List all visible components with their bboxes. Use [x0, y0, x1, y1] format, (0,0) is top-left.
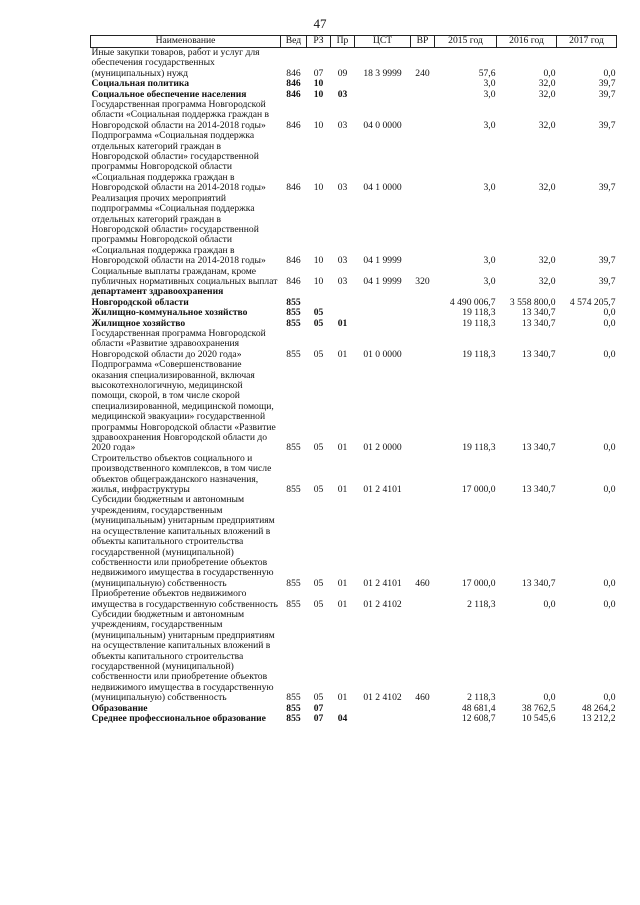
cell-cst — [355, 704, 411, 714]
cell-pr: 01 — [337, 348, 348, 360]
cell-year-2016: 0,0 — [543, 598, 556, 610]
cell-ved: 855 — [286, 484, 301, 496]
table-row — [91, 589, 617, 610]
cell-vr — [411, 360, 435, 454]
cell-pr: 01 — [337, 317, 348, 329]
page-number: 47 — [313, 16, 327, 31]
cell-vr: 460 — [415, 692, 430, 704]
cell-cst: 04 1 9999 — [363, 275, 402, 287]
cell-vr — [411, 90, 435, 100]
cell-ved: 855 — [286, 296, 301, 308]
cell-year-2015: 12 608,7 — [461, 713, 496, 724]
cell-name: Иные закупки товаров, работ и услуг для обеспечения государственных (муниципальных) нужд — [91, 47, 260, 79]
cell-ved: 846 — [286, 88, 301, 100]
cell-rz: 10 — [313, 119, 324, 131]
cell-year-2016: 13 340,7 — [521, 484, 556, 496]
cell-year-2016: 13 340,7 — [521, 442, 556, 454]
cell-pr: 03 — [337, 255, 348, 267]
cell-pr: 04 — [337, 713, 348, 724]
cell-vr — [411, 194, 435, 267]
cell-year-2017: 4 574 205,7 — [569, 296, 616, 308]
cell-year-2017: 0,0 — [603, 67, 616, 79]
header-pr: Пр — [331, 36, 355, 48]
table-row — [91, 267, 617, 288]
cell-rz: 05 — [313, 307, 324, 319]
cell-year-2016: 32,0 — [538, 119, 556, 131]
cell-vr — [411, 714, 435, 724]
cell-rz: 05 — [313, 577, 324, 589]
header-year-2015: 2015 год — [435, 36, 497, 48]
cell-year-2015: 48 681,4 — [461, 702, 496, 714]
cell-cst: 01 2 4102 — [363, 598, 402, 610]
cell-name: Реализация прочих мероприятий подпрограммы «Социальная поддержка отдельных категорий граждан в Новгородской области» государственной программы Новгородской области «Социальная поддержка граждан в Новгородской области на 2014-2018 годы» — [91, 192, 266, 267]
cell-year-2015: 57,6 — [478, 67, 496, 79]
cell-pr: 01 — [337, 442, 348, 454]
cell-year-2016: 32,0 — [538, 88, 556, 100]
header-rz: РЗ — [307, 36, 331, 48]
cell-rz: 10 — [313, 78, 324, 90]
cell-year-2015: 2 118,3 — [467, 692, 496, 704]
cell-cst: 04 1 0000 — [363, 182, 402, 194]
budget-table — [90, 35, 617, 724]
table-row — [91, 360, 617, 454]
cell-rz: 10 — [313, 275, 324, 287]
cell-ved: 855 — [286, 348, 301, 360]
header-cst: ЦСТ — [355, 36, 411, 48]
table-row — [91, 329, 617, 360]
cell-year-2015: 3,0 — [483, 255, 496, 267]
cell-ved: 846 — [286, 182, 301, 194]
cell-year-2016: 32,0 — [538, 275, 556, 287]
cell-pr: 01 — [337, 577, 348, 589]
header-year-2016: 2016 год — [497, 36, 557, 48]
cell-cst — [355, 287, 411, 308]
cell-pr: 03 — [337, 119, 348, 131]
cell-rz: 10 — [313, 255, 324, 267]
cell-year-2017: 39,7 — [598, 255, 616, 267]
cell-rz: 05 — [313, 348, 324, 360]
cell-ved: 855 — [286, 442, 301, 454]
cell-year-2017: 39,7 — [598, 78, 616, 90]
cell-rz: 05 — [313, 484, 324, 496]
cell-year-2015: 19 118,3 — [462, 307, 496, 319]
cell-year-2017: 0,0 — [603, 577, 616, 589]
cell-year-2017: 48 264,2 — [581, 702, 616, 714]
header-ved: Вед — [281, 36, 307, 48]
cell-name: Строительство объектов социального и производственного комплексов, в том числе объектов общегражданского назначения, жилья, инфраструктуры — [91, 452, 272, 496]
cell-rz: 10 — [313, 182, 324, 194]
table-row — [91, 714, 617, 724]
table-row — [91, 131, 617, 193]
cell-pr — [331, 308, 355, 318]
cell-ved: 855 — [286, 317, 301, 329]
cell-year-2016: 13 340,7 — [521, 317, 556, 329]
cell-rz: 07 — [313, 713, 324, 724]
cell-ved: 855 — [286, 598, 301, 610]
cell-cst: 01 2 0000 — [363, 442, 402, 454]
cell-cst: 18 3 9999 — [363, 67, 402, 79]
cell-pr — [331, 287, 355, 308]
cell-year-2017: 0,0 — [603, 598, 616, 610]
table-row — [91, 454, 617, 496]
cell-year-2017: 0,0 — [603, 442, 616, 454]
table-row — [91, 308, 617, 318]
cell-year-2017: 39,7 — [598, 88, 616, 100]
cell-cst — [355, 308, 411, 318]
cell-vr — [411, 329, 435, 360]
cell-cst — [355, 319, 411, 329]
cell-ved: 855 — [286, 713, 301, 724]
cell-cst: 04 0 0000 — [363, 119, 402, 131]
cell-pr: 03 — [337, 88, 348, 100]
cell-name: Подпрограмма «Социальная поддержка отдельных категорий граждан в Новгородской области» государственной программы Новгородской области «Социальная поддержка граждан в Новгородской области на 2014-2018 годы» — [91, 130, 266, 194]
cell-ved: 855 — [286, 692, 301, 704]
table-row — [91, 100, 617, 131]
cell-name: Социальная политика — [91, 78, 190, 90]
cell-ved: 855 — [286, 702, 301, 714]
cell-vr — [411, 287, 435, 308]
cell-vr: 460 — [415, 577, 430, 589]
header-vr: ВР — [411, 36, 435, 48]
cell-rz — [307, 287, 331, 308]
cell-year-2016: 3 558 800,0 — [509, 296, 556, 308]
cell-vr — [411, 79, 435, 89]
cell-name: департамент здравоохранения Новгородской области — [91, 286, 224, 308]
cell-year-2016: 10 545,6 — [521, 713, 556, 724]
table-row — [91, 495, 617, 589]
cell-year-2017: 39,7 — [598, 275, 616, 287]
cell-pr: 01 — [337, 484, 348, 496]
cell-name: Образование — [91, 702, 148, 714]
cell-vr — [411, 131, 435, 193]
cell-year-2016: 13 340,7 — [521, 307, 556, 319]
cell-year-2017: 13 212,2 — [581, 713, 616, 724]
cell-year-2015: 3,0 — [483, 275, 496, 287]
cell-rz: 07 — [313, 702, 324, 714]
cell-cst: 01 2 4102 — [363, 692, 402, 704]
cell-name: Социальные выплаты гражданам, кроме публичных нормативных социальных выплат — [91, 265, 278, 287]
cell-ved: 846 — [286, 255, 301, 267]
cell-year-2015: 3,0 — [483, 78, 496, 90]
cell-name: Субсидии бюджетным и автономным учреждениям, государственным (муниципальным) унитарным предприятиям на осуществление капитальных вложений в объекты капитального строительства государственной (муниципальной) собственности или приобретение объектов недвижимого имущества в государственную (муниципальную) собственность — [91, 494, 275, 589]
cell-rz: 05 — [313, 692, 324, 704]
cell-year-2017: 0,0 — [603, 348, 616, 360]
header-year-2017: 2017 год — [557, 36, 617, 48]
cell-pr: 03 — [337, 182, 348, 194]
cell-vr — [411, 704, 435, 714]
cell-year-2015: 17 000,0 — [461, 484, 496, 496]
cell-year-2016: 32,0 — [538, 78, 556, 90]
cell-name: Жилищное хозяйство — [91, 317, 186, 329]
cell-year-2016: 13 340,7 — [521, 348, 556, 360]
cell-year-2017: 0,0 — [603, 484, 616, 496]
cell-ved: 855 — [286, 307, 301, 319]
table-row — [91, 194, 617, 267]
cell-year-2016: 38 762,5 — [521, 702, 556, 714]
cell-year-2015: 2 118,3 — [467, 598, 496, 610]
cell-vr: 320 — [415, 275, 430, 287]
cell-name: Приобретение объектов недвижимого имущества в государственную собственность — [91, 588, 278, 610]
cell-year-2015: 19 118,3 — [462, 348, 496, 360]
cell-year-2015: 19 118,3 — [462, 317, 496, 329]
cell-vr — [411, 308, 435, 318]
cell-vr — [411, 100, 435, 131]
cell-cst — [355, 714, 411, 724]
cell-year-2015: 17 000,0 — [461, 577, 496, 589]
cell-year-2017: 0,0 — [603, 692, 616, 704]
cell-ved: 846 — [286, 119, 301, 131]
cell-year-2017: 39,7 — [598, 182, 616, 194]
cell-name: Государственная программа Новгородской области «Развитие здравоохранения Новгородской области до 2020 года» — [91, 327, 266, 360]
cell-vr — [411, 589, 435, 610]
cell-year-2015: 4 490 006,7 — [449, 296, 496, 308]
cell-ved: 846 — [286, 78, 301, 90]
cell-vr: 240 — [415, 67, 430, 79]
cell-year-2016: 32,0 — [538, 182, 556, 194]
cell-year-2015: 3,0 — [483, 119, 496, 131]
cell-name: Жилищно-коммунальное хозяйство — [91, 307, 248, 319]
cell-ved: 846 — [286, 67, 301, 79]
table-row — [91, 610, 617, 704]
cell-rz: 05 — [313, 442, 324, 454]
cell-cst: 01 0 0000 — [363, 348, 402, 360]
cell-cst: 04 1 9999 — [363, 255, 402, 267]
cell-pr: 09 — [337, 67, 348, 79]
cell-name: Подпрограмма «Совершенствование оказания специализированной, включая высокотехнологичную, медицинской помощи, скорой, в том числе скорой специализированной, медицинской помощи, медицинской эвакуации» государственной программы Новгородской области «Развитие здравоохранения Новгородской области до 2020 года» — [91, 359, 276, 454]
cell-year-2015: 3,0 — [483, 182, 496, 194]
cell-cst: 01 2 4101 — [363, 484, 402, 496]
cell-cst — [355, 79, 411, 89]
cell-name: Субсидии бюджетным и автономным учреждениям, государственным (муниципальным) унитарным предприятиям на осуществление капитальных вложений в объекты капитального строительства государственной (муниципальной) собственности или приобретение объектов недвижимого имущества в государственную (муниципальную) собственность — [91, 608, 275, 704]
cell-year-2017: 0,0 — [603, 317, 616, 329]
cell-vr — [411, 319, 435, 329]
cell-year-2015: 3,0 — [483, 88, 496, 100]
cell-pr: 01 — [337, 692, 348, 704]
cell-year-2016: 13 340,7 — [521, 577, 556, 589]
cell-ved: 846 — [286, 275, 301, 287]
cell-cst: 01 2 4101 — [363, 577, 402, 589]
cell-year-2015: 19 118,3 — [462, 442, 496, 454]
table-header-row — [91, 36, 617, 48]
cell-rz: 07 — [313, 67, 324, 79]
table-row — [91, 287, 617, 308]
cell-name: Государственная программа Новгородской области «Социальная поддержка граждан в Новгородской области на 2014-2018 годы» — [91, 99, 270, 131]
cell-rz: 10 — [313, 88, 324, 100]
cell-year-2016: 0,0 — [543, 692, 556, 704]
cell-ved: 855 — [286, 577, 301, 589]
table-row — [91, 48, 617, 80]
cell-pr: 03 — [337, 275, 348, 287]
cell-name: Среднее профессиональное образование — [91, 713, 266, 724]
cell-rz: 05 — [313, 317, 324, 329]
cell-cst — [355, 90, 411, 100]
cell-vr — [411, 454, 435, 496]
cell-rz: 05 — [313, 598, 324, 610]
header-name: Наименование — [91, 36, 281, 48]
cell-year-2016: 0,0 — [543, 67, 556, 79]
table-body — [91, 48, 617, 725]
cell-year-2016: 32,0 — [538, 255, 556, 267]
cell-year-2017: 0,0 — [603, 307, 616, 319]
cell-pr: 01 — [337, 598, 348, 610]
cell-year-2017: 39,7 — [598, 119, 616, 131]
cell-name: Социальное обеспечение населения — [91, 88, 247, 100]
